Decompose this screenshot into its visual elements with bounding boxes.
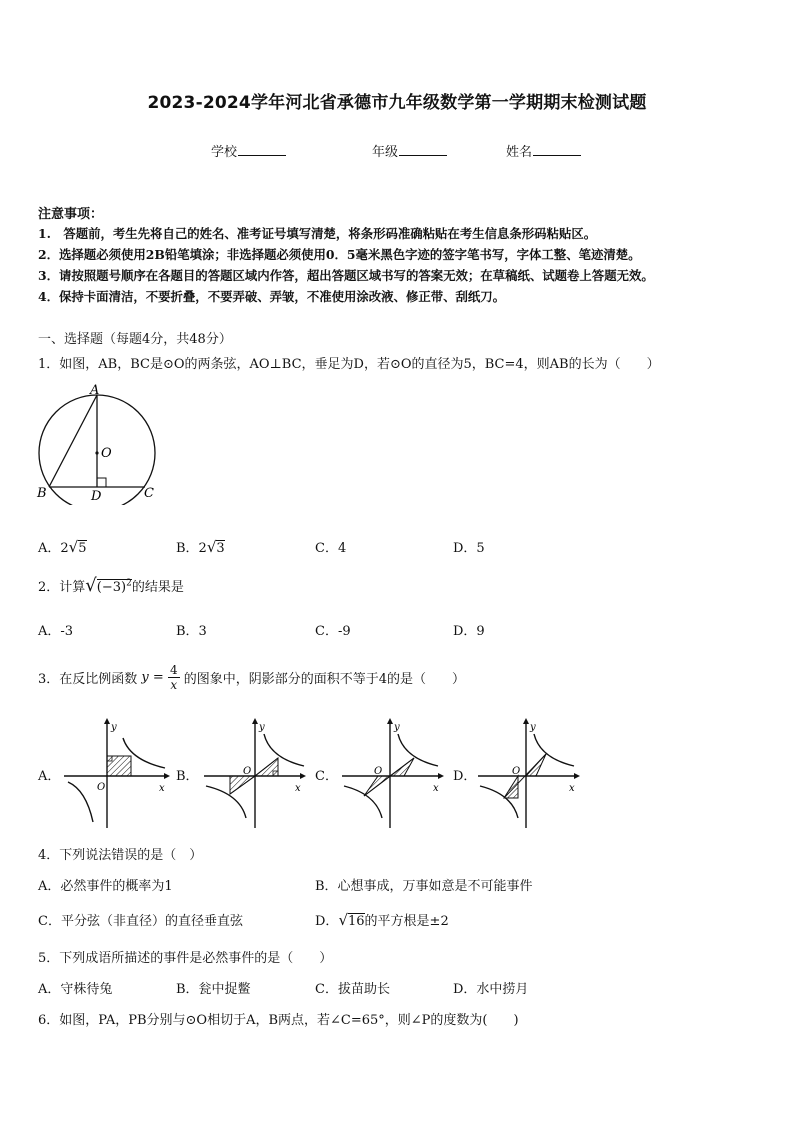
fraction: $\frac{4}{x}$ [169,663,178,692]
q5-option-c: C．拔苗助长 [315,982,390,997]
radical-icon: √ [85,575,97,596]
q3-graph-b [200,718,310,830]
label-c: C [144,486,154,501]
grade-blank [399,143,447,156]
q1-option-d: D．5 [453,541,485,556]
q5-option-d: D．水中捞月 [453,982,529,997]
radicand: $(-3)^2$ [96,578,132,595]
shaded-triangle-1 [255,758,278,776]
y-arrow-icon [104,718,110,724]
y-arrow-icon [252,718,258,724]
q2-option-d: D．9 [453,624,485,639]
question-4-text: 4．下列说法错误的是（ ） [38,848,203,863]
name-field [506,141,581,160]
q2-option-a: A．-3 [38,624,74,639]
school-blank [238,143,286,156]
svg-text:O: O [97,782,106,793]
x-arrow-icon [438,773,444,779]
q1-circle-figure [30,380,170,505]
curve-branch-1 [264,734,304,766]
radical-icon: √ [338,911,348,929]
q4-option-c: C．平分弦（非直径）的直径垂直弦 [38,914,243,929]
radicand: 16 [348,914,365,929]
svg-text:x: x [569,783,575,794]
svg-text:O: O [374,766,383,777]
q1-option-b: B．2√3 [176,538,225,556]
grade-label: 年级 [372,145,399,160]
svg-text:O: O [243,766,252,777]
svg-text:y: y [259,722,265,733]
radicand: 5 [78,541,87,556]
svg-text:y: y [530,722,536,733]
q3-graph-c [338,718,448,830]
q3-option-b-label: B． [176,769,199,784]
y-arrow-icon [523,718,529,724]
shaded-triangle-2 [364,776,390,796]
question-1-text: 1．如图，AB，BC是⊙O的两条弦，AO⊥BC，垂足为D，若⊙O的直径为5，BC=4，则AB的长为（ ） [38,357,660,372]
x-arrow-icon [574,773,580,779]
note-item: 2．选择题必须使用2B铅笔填涂；非选择题必须使用0．5毫米黑色字迹的签字笔书写，字体工整、笔迹清楚。 [38,247,641,262]
question-2-text: 2．计算$√(-3)^2$的结果是 [38,575,184,596]
shaded-triangle-2 [504,776,518,798]
radical-icon: √ [206,538,217,556]
radical-icon: √ [68,538,79,556]
name-blank [533,143,581,156]
q3-graph-d [474,718,584,830]
question-5-text: 5．下列成语所描述的事件是必然事件的是（ ） [38,951,333,966]
q3-option-d-label: D． [453,769,477,784]
label-d: D [91,489,102,504]
curve-branch-2 [68,782,93,822]
x-arrow-icon [164,773,170,779]
q5-option-b: B．瓮中捉鳖 [176,982,251,997]
q4-option-a: A．必然事件的概率为1 [38,879,173,894]
q1-option-a: A．2√5 [38,538,87,556]
q1-option-c: C．4 [315,541,347,556]
q2-option-b: B．3 [176,624,207,639]
label-o: O [101,446,112,461]
q3-option-c-label: C． [315,769,338,784]
svg-text:y: y [111,722,117,733]
svg-text:O: O [512,766,521,777]
school-label: 学校 [211,145,238,160]
curve-branch-2 [206,786,246,818]
section-title: 一、选择题（每题4分，共48分） [38,332,232,347]
name-label: 姓名 [506,145,533,160]
radicand: 3 [216,541,225,556]
note-item: 4．保持卡面清洁，不要折叠，不要弄破、弄皱，不准使用涂改液、修正带、刮纸刀。 [38,289,506,304]
svg-text:x: x [433,783,439,794]
notes-heading: 注意事项： [38,207,104,222]
grade-field [372,141,447,160]
curve-branch-2 [344,786,382,818]
svg-text:x: x [295,783,301,794]
shaded-triangle-2 [230,776,255,794]
x-arrow-icon [300,773,306,779]
shaded-triangle-1 [526,754,546,776]
note-item: 1. 答题前，考生先将自己的姓名、准考证号填写清楚，将条形码准确粘贴在考生信息条形码粘贴区。 [38,226,597,241]
curve-branch-1 [398,734,438,766]
svg-text:y: y [394,722,400,733]
svg-text:x: x [159,783,165,794]
chord-ab [49,395,97,487]
q4-option-b: B．心想事成，万事如意是不可能事件 [315,879,533,894]
q3-option-a-label: A． [38,769,61,784]
label-a: A [90,383,100,398]
page-title: 2023-2024学年河北省承德市九年级数学第一学期期末检测试题 [147,93,647,113]
shaded-triangle-1 [390,758,414,776]
center-point [95,451,98,454]
q3-graph-a [60,718,170,830]
question-3-text: 3．在反比例函数 y = $\frac{4}{x}$ 的图象中，阴影部分的面积不等于4的是（ ） [38,663,465,692]
q5-option-a: A．守株待兔 [38,982,113,997]
label-b: B [37,486,47,501]
right-angle-mark [97,478,106,487]
y-arrow-icon [387,718,393,724]
question-6-text: 6．如图，PA，PB分别与⊙O相切于A，B两点，若∠C=65°，则∠P的度数为( ) [38,1013,519,1028]
shaded-rectangle [107,756,131,776]
school-field [211,141,286,160]
q2-option-c: C．-9 [315,624,351,639]
note-item: 3．请按照题号顺序在各题目的答题区域内作答，超出答题区域书写的答案无效；在草稿纸、试题卷上答题无效。 [38,268,654,283]
q4-option-d: D．√16的平方根是±2 [315,911,449,929]
